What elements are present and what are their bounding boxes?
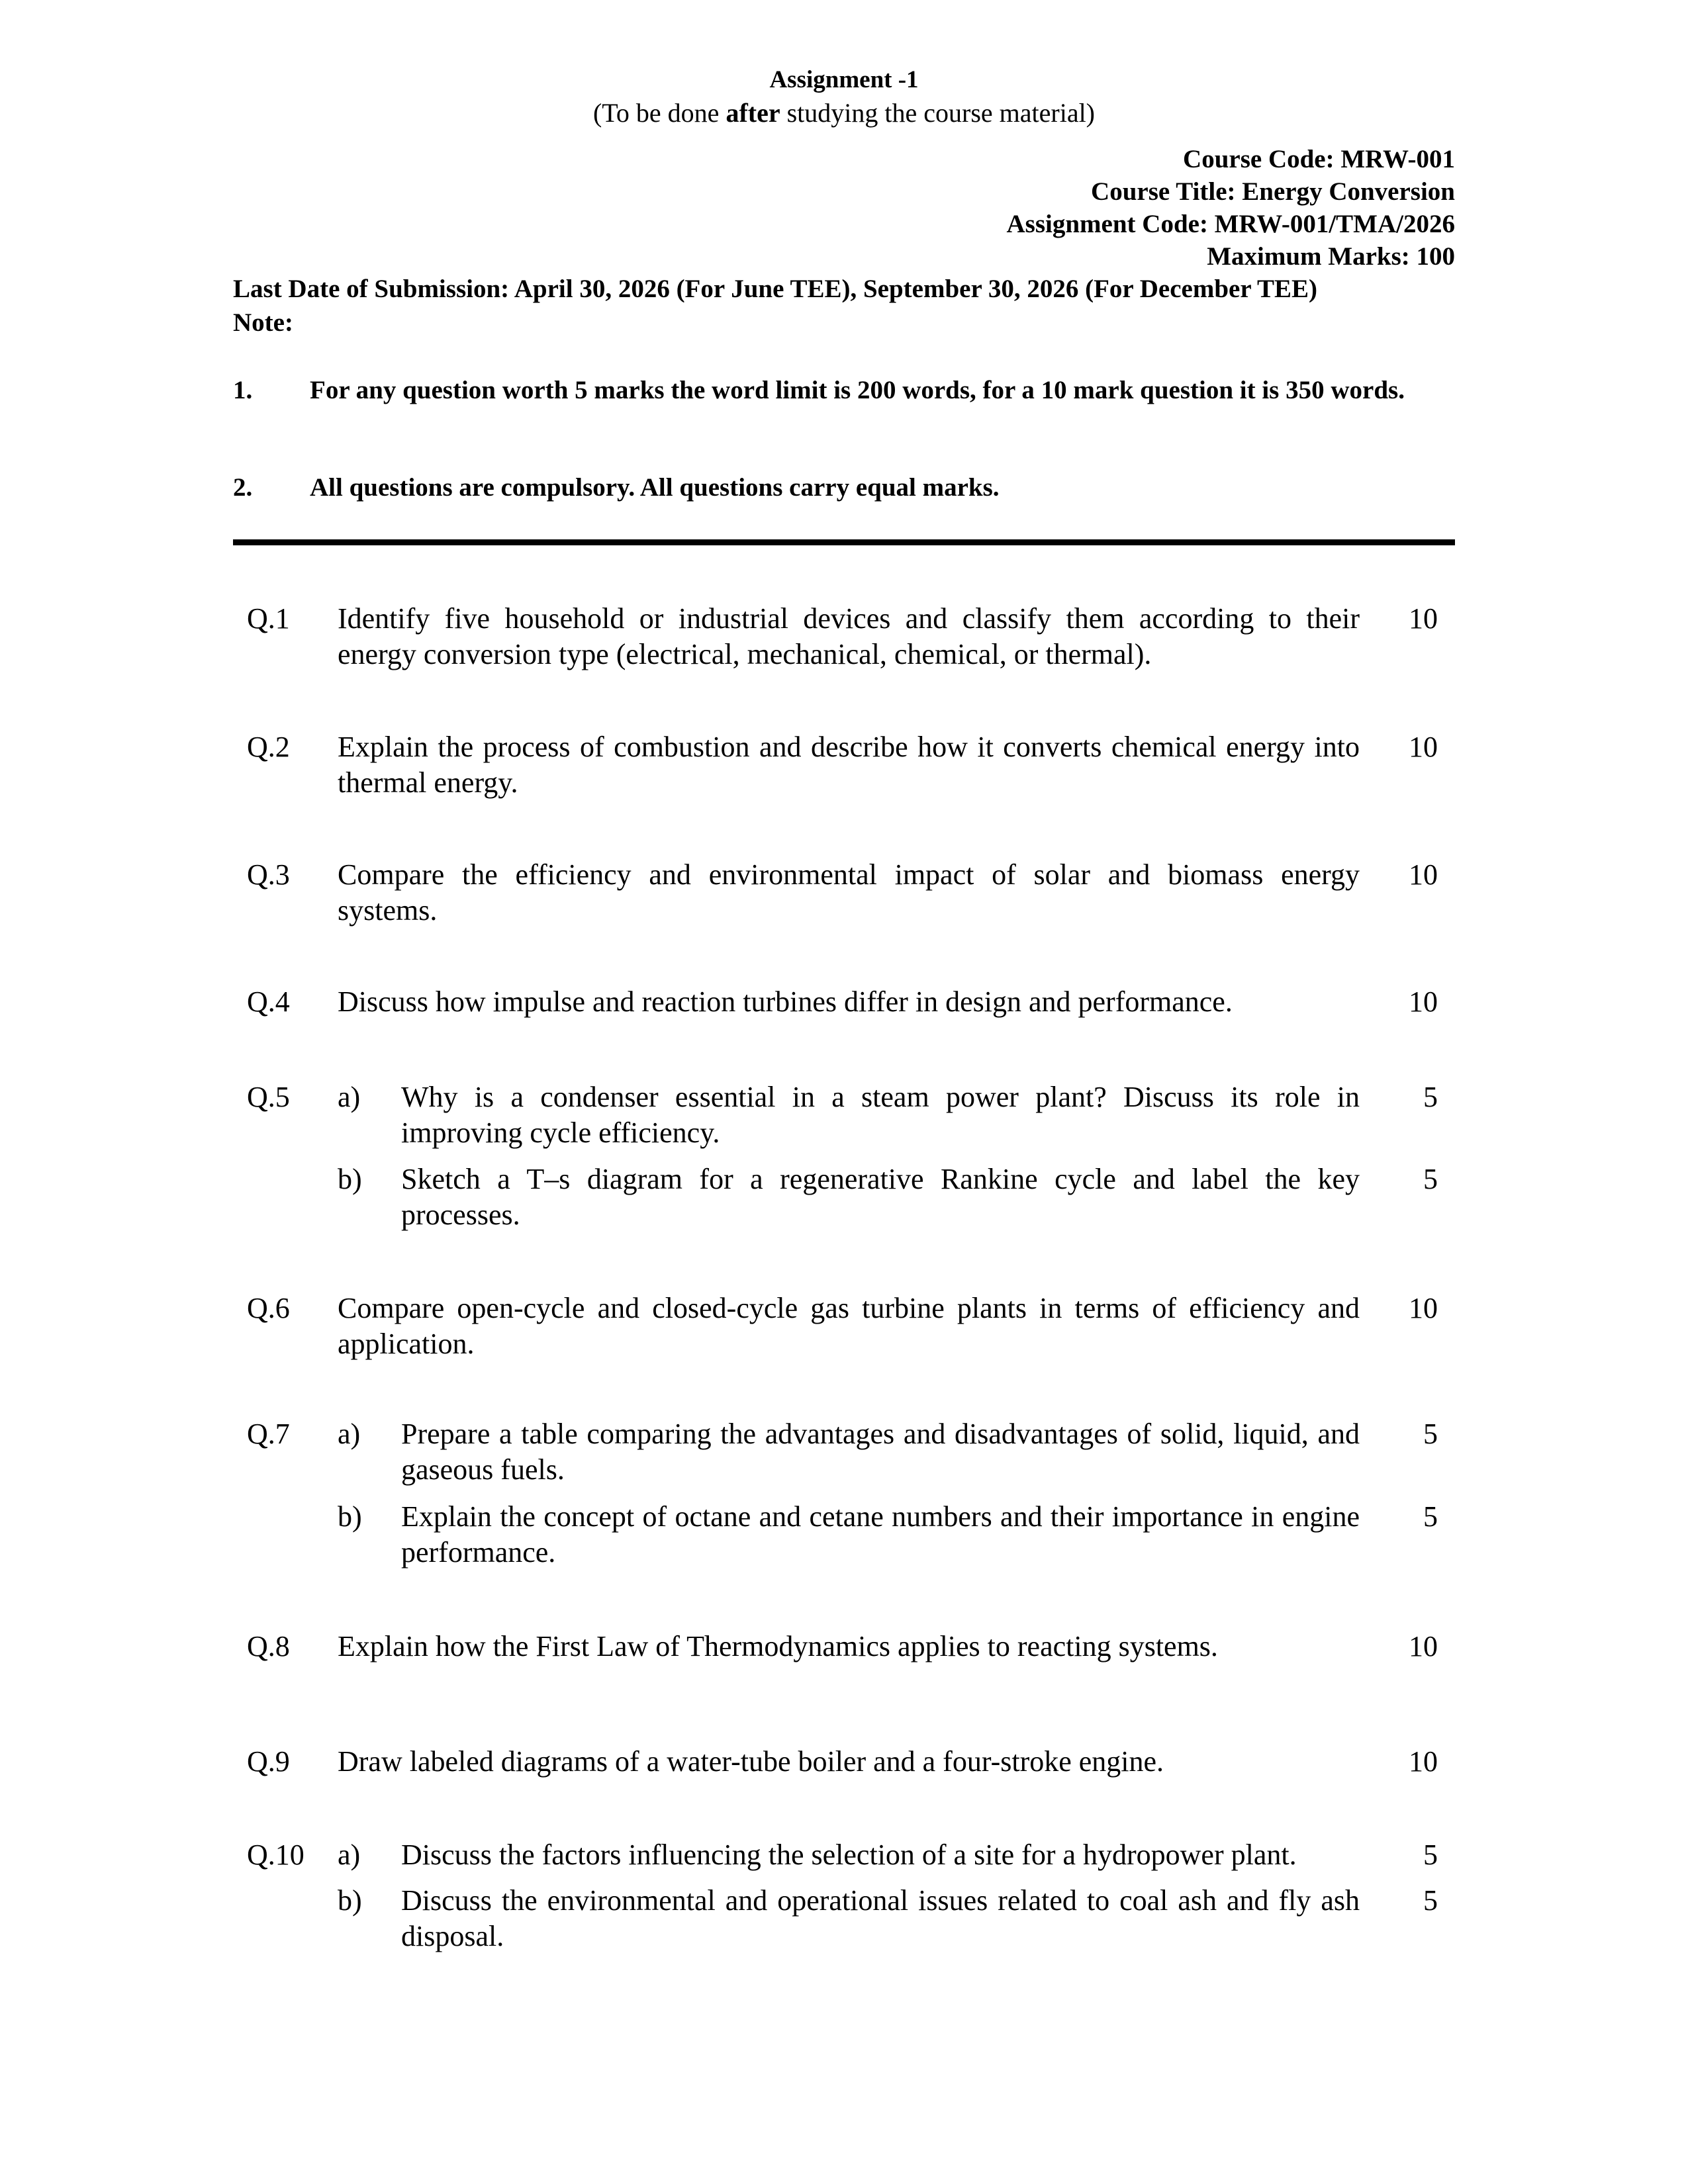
note-text: For any question worth 5 marks the word limit is 200 words, for a 10 mark question it is 350 words. [310,376,1405,404]
question-text: Draw labeled diagrams of a water-tube boiler and a four-stroke engine. [338,1745,1164,1778]
question-marks: 10 [1409,1745,1438,1778]
question-number: Q.7 [247,1418,290,1450]
question-marks: 10 [1409,731,1438,763]
note-text: All questions are compulsory. All questions carry equal marks. [310,473,1000,502]
subpart-marks: 5 [1423,1839,1438,1871]
question-number: Q.1 [247,602,290,635]
subpart-letter: a) [338,1418,361,1450]
assignment-code: Assignment Code: MRW-001/TMA/2026 [1006,210,1455,238]
question-text: Identify five household or industrial devices and classify them according to their energy conversion type (electrical, mechanical, chemical, or thermal). [338,602,1360,670]
subpart-letter: a) [338,1081,361,1113]
question-number: Q.8 [247,1630,290,1662]
question-number: Q.9 [247,1745,290,1778]
question-marks: 10 [1409,985,1438,1018]
question-number: Q.5 [247,1081,290,1113]
assignment-title: Assignment -1 [769,66,919,93]
question-number: Q.6 [247,1292,290,1324]
question-text: Explain the process of combustion and describe how it converts chemical energy into thermal energy. [338,731,1360,799]
question-number: Q.4 [247,985,290,1018]
note-label: Note: [233,308,293,337]
assignment-subtitle [0,97,1688,130]
question-number: Q.2 [247,731,290,763]
question-number: Q.3 [247,858,290,891]
subtitle-before: (To be done [592,98,726,128]
submission-deadline: Last Date of Submission: April 30, 2026 (For June TEE), September 30, 2026 (For December TEE) [233,275,1317,303]
subpart-text: Sketch a T–s diagram for a regenerative Rankine cycle and label the key processes. [401,1163,1360,1231]
subpart-text: Discuss the environmental and operational issues related to coal ash and fly ash disposal. [401,1884,1360,1952]
maximum-marks: Maximum Marks: 100 [1207,242,1455,271]
question-number: Q.10 [247,1839,305,1871]
question-text: Explain how the First Law of Thermodynamics applies to reacting systems. [338,1630,1218,1662]
note-number: 2. [233,473,253,502]
subpart-marks: 5 [1423,1163,1438,1195]
subpart-text: Discuss the factors influencing the selection of a site for a hydropower plant. [401,1839,1297,1871]
subpart-marks: 5 [1423,1081,1438,1113]
subpart-marks: 5 [1423,1418,1438,1450]
subtitle-emphasis: after [726,98,780,128]
subtitle-after: studying the course material) [780,98,1096,128]
question-marks: 10 [1409,602,1438,635]
question-marks: 10 [1409,858,1438,891]
note-number: 1. [233,376,253,404]
subpart-text: Prepare a table comparing the advantages and disadvantages of solid, liquid, and gaseous fuels. [401,1418,1360,1486]
subpart-marks: 5 [1423,1884,1438,1917]
subpart-letter: b) [338,1163,362,1195]
subpart-text: Why is a condenser essential in a steam power plant? Discuss its role in improving cycle efficiency. [401,1081,1360,1149]
subpart-letter: a) [338,1839,361,1871]
course-code: Course Code: MRW-001 [1183,145,1455,173]
question-text: Discuss how impulse and reaction turbines differ in design and performance. [338,985,1233,1018]
subpart-letter: b) [338,1500,362,1533]
question-marks: 10 [1409,1630,1438,1662]
subpart-text: Explain the concept of octane and cetane numbers and their importance in engine performance. [401,1500,1360,1569]
question-marks: 10 [1409,1292,1438,1324]
question-text: Compare open-cycle and closed-cycle gas turbine plants in terms of efficiency and application. [338,1292,1360,1360]
section-divider [233,539,1455,545]
course-title: Course Title: Energy Conversion [1091,177,1455,206]
subpart-letter: b) [338,1884,362,1917]
subpart-marks: 5 [1423,1500,1438,1533]
question-text: Compare the efficiency and environmental impact of solar and biomass energy systems. [338,858,1360,927]
